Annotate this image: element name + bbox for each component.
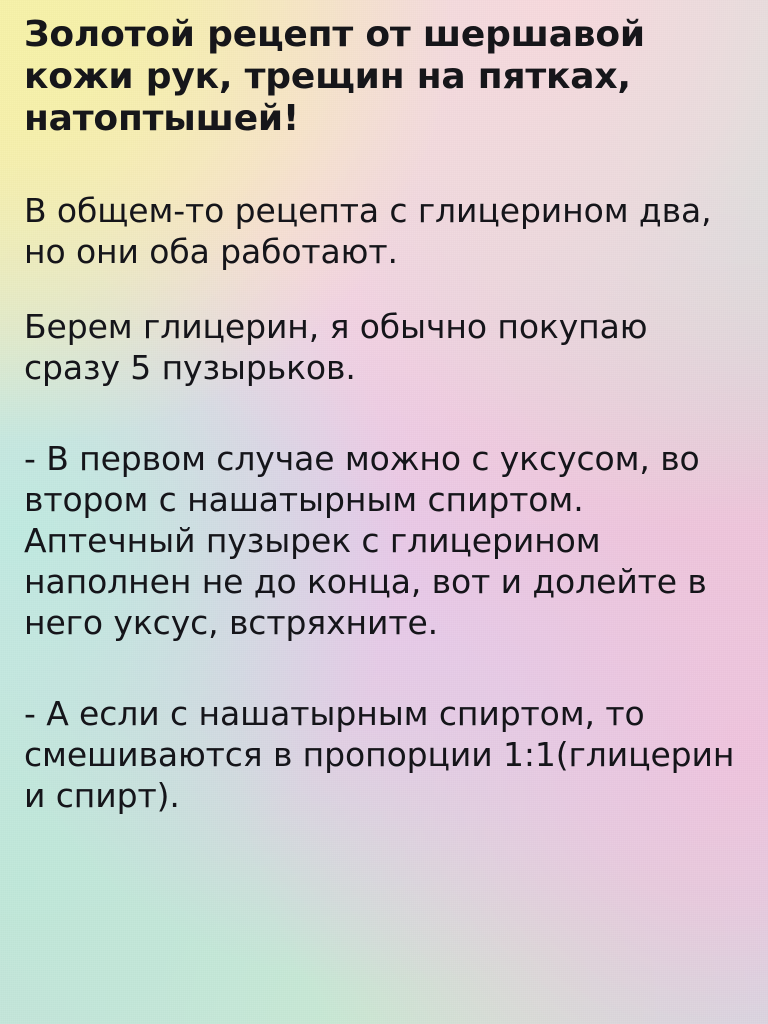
paragraph-4: - А если с нашатырным спиртом, то смешиваются в пропорции 1:1(глицерин и спирт).	[24, 694, 735, 815]
paragraph-1: В общем-то рецепта с глицерином два, но они оба работают.	[24, 191, 712, 271]
paragraph-3: - В первом случае можно с уксусом, во втором с нашатырным спиртом. Аптечный пузырек с глицерином наполнен не до конца, вот и долейте в него уксус, встряхните.	[24, 439, 707, 642]
spacer	[24, 140, 744, 190]
spacer	[24, 388, 744, 438]
page-title: Золотой рецепт от шершавой кожи рук, трещин на пятках, натоптышей!	[24, 14, 645, 139]
paragraph-2: Берем глицерин, я обычно покупаю сразу 5 пузырьков.	[24, 307, 648, 387]
poster-content	[24, 14, 744, 816]
spacer	[24, 643, 744, 693]
spacer	[24, 272, 744, 306]
